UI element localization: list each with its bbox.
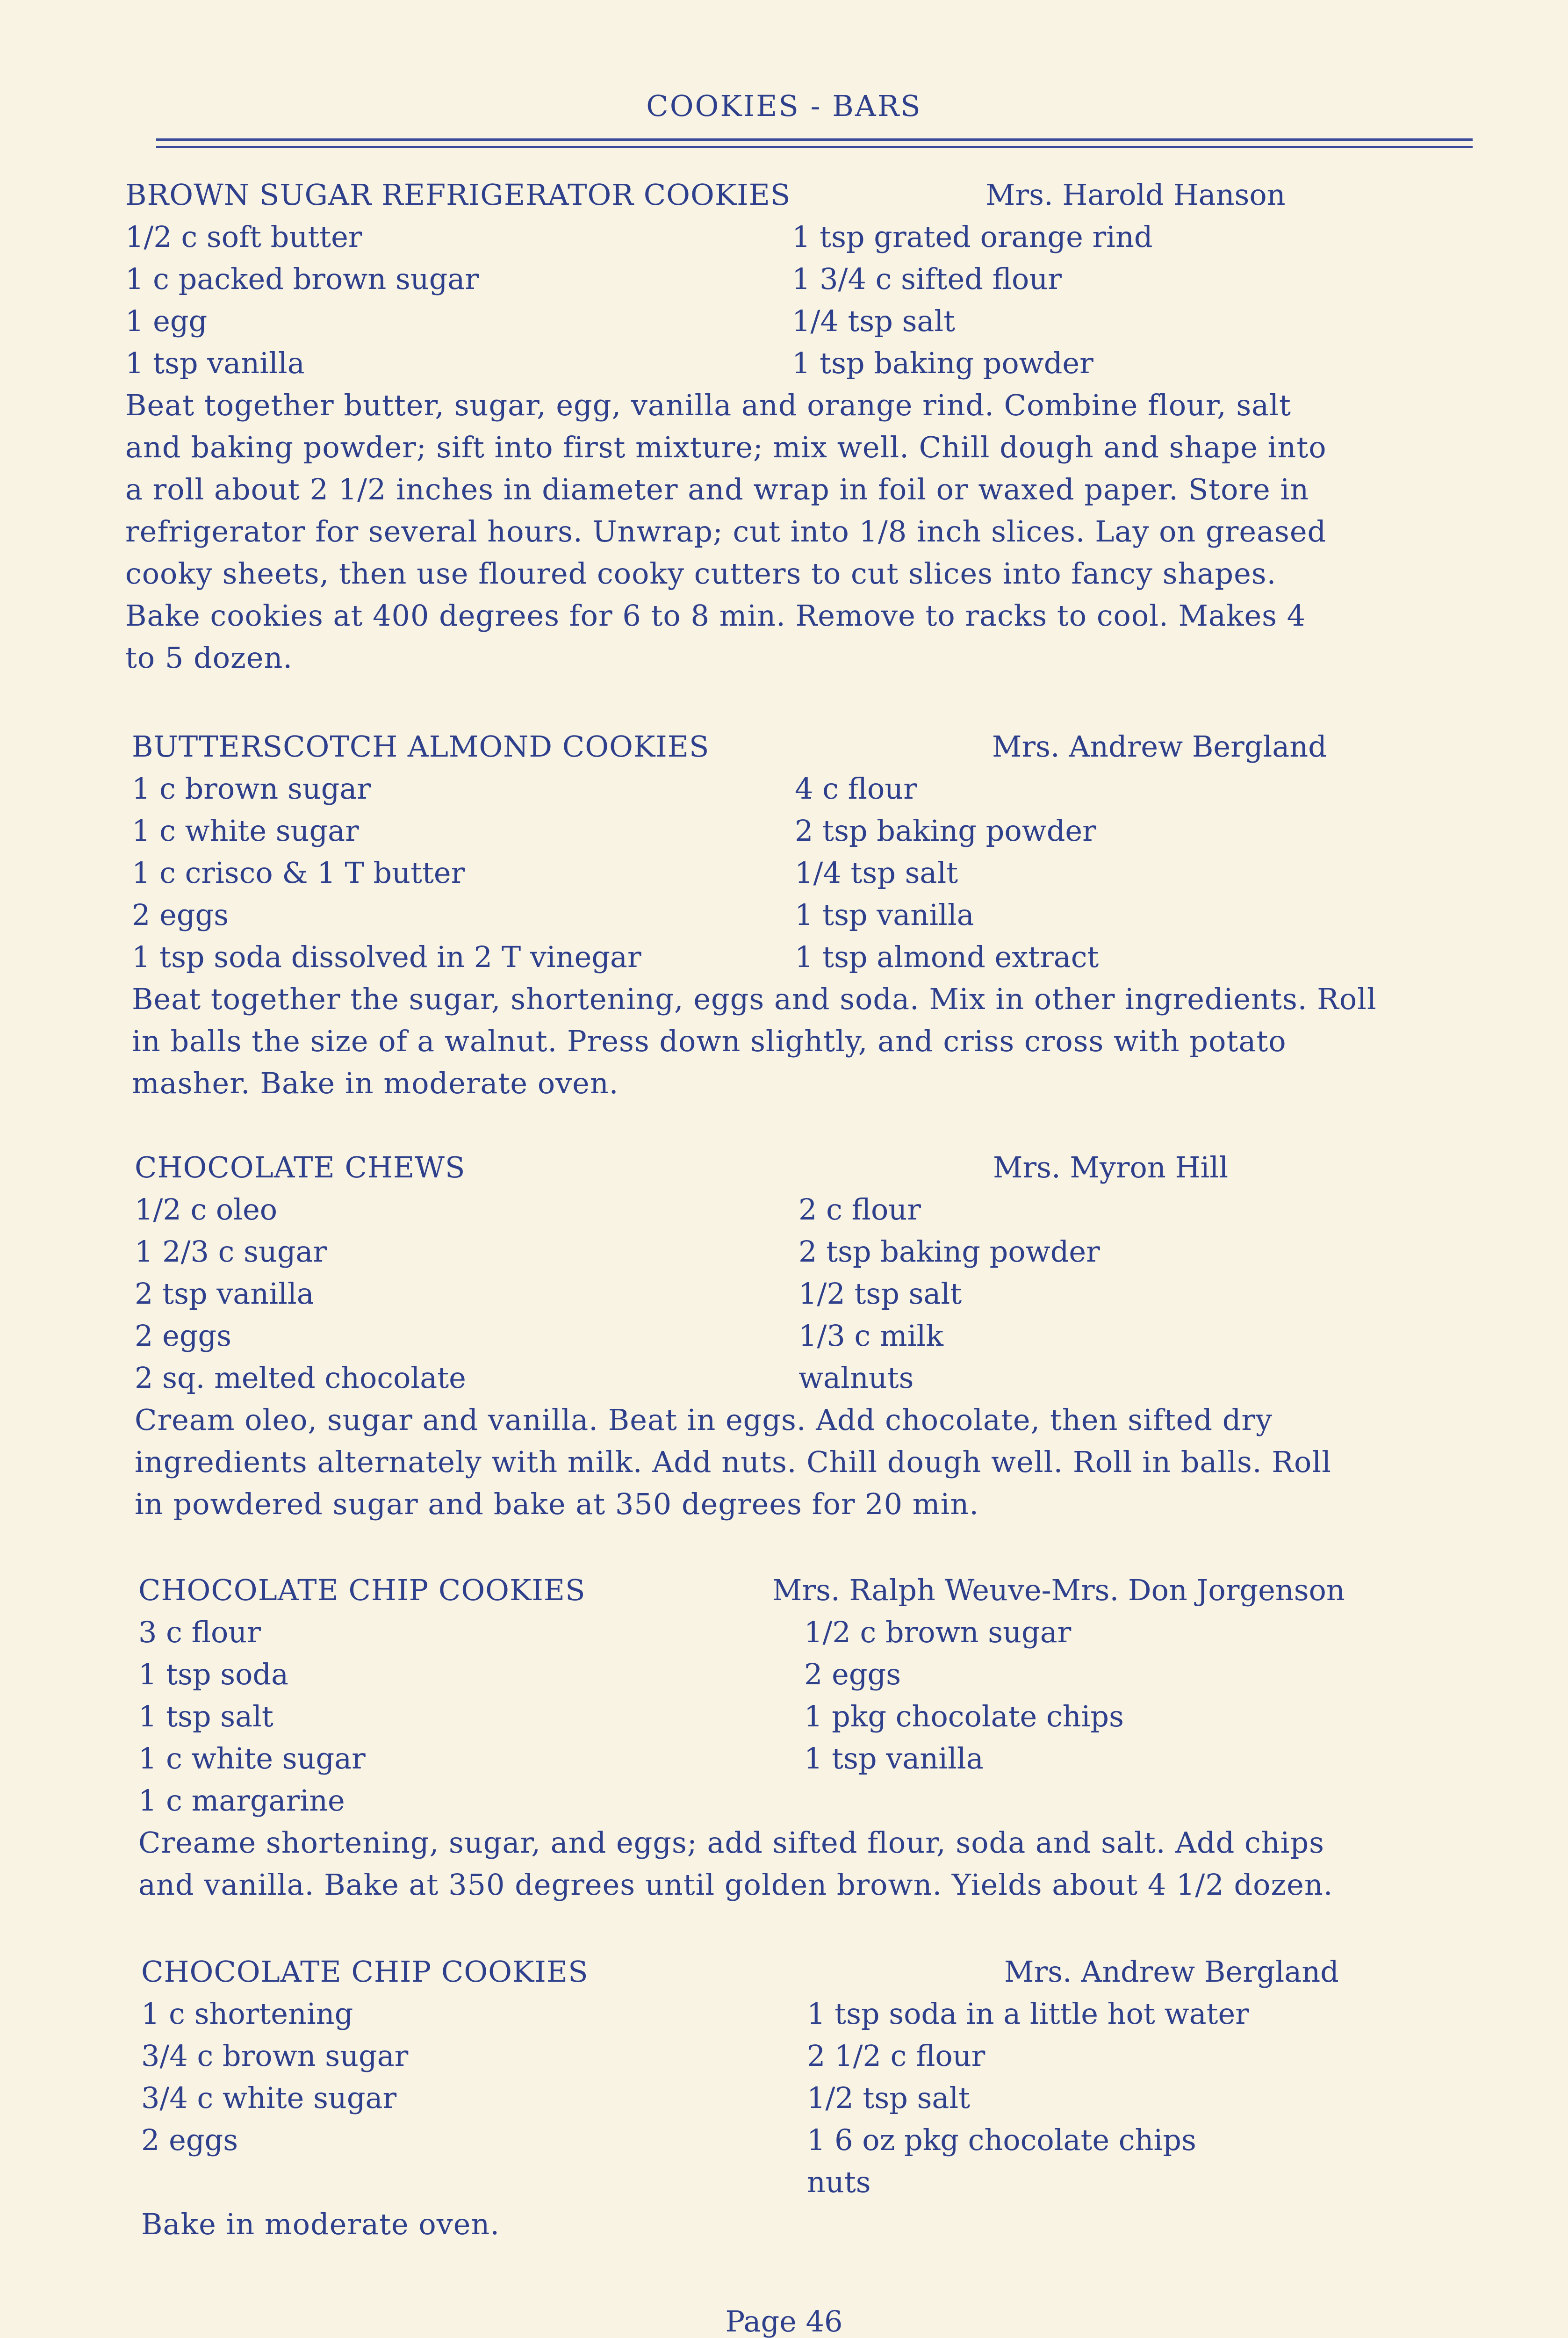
section-header: COOKIES - BARS (646, 89, 922, 123)
header-rule-top (156, 138, 1473, 141)
ingredient: 3/4 c brown sugar (141, 2039, 409, 2073)
recipe-author: Mrs. Harold Hanson (985, 178, 1286, 212)
ingredient: 2 sq. melted chocolate (135, 1361, 466, 1395)
ingredient: 1/2 tsp salt (798, 1277, 962, 1311)
page-number: Page 46 (725, 2304, 843, 2338)
ingredient: 2 eggs (804, 1657, 901, 1691)
ingredient: 1 c margarine (138, 1783, 345, 1818)
ingredient: 1 pkg chocolate chips (804, 1699, 1124, 1733)
ingredient: 3 c flour (138, 1615, 261, 1649)
recipe-instructions (132, 978, 1377, 1104)
instruction-line: Beat together butter, sugar, egg, vanilla and orange rind. Combine flour, salt (125, 388, 1291, 422)
ingredient: 3/4 c white sugar (141, 2081, 397, 2115)
ingredient: 2 1/2 c flour (807, 2039, 985, 2073)
recipe-title: BUTTERSCOTCH ALMOND COOKIES (132, 729, 710, 764)
recipe-chocolate-chip-cookies-weuve (138, 1569, 1522, 1902)
recipe-title: BROWN SUGAR REFRIGERATOR COOKIES (125, 178, 791, 212)
ingredient: 1/4 tsp salt (795, 856, 958, 890)
ingredient: 2 tsp baking powder (798, 1234, 1100, 1269)
recipe-author: Mrs. Myron Hill (993, 1150, 1229, 1184)
instruction-line: Cream oleo, sugar and vanilla. Beat in eggs. Add chocolate, then sifted dry (135, 1403, 1273, 1437)
ingredient: 1 tsp soda (138, 1657, 289, 1691)
ingredients-left (138, 1611, 366, 1822)
ingredients-right (792, 216, 1153, 384)
ingredient: 1 c shortening (141, 1997, 353, 2031)
ingredients-left (125, 216, 479, 384)
instruction-line: in balls the size of a walnut. Press down slightly, and criss cross with potato (132, 1024, 1287, 1058)
instruction-line: to 5 dozen. (125, 641, 293, 675)
ingredient: 1 tsp almond extract (795, 940, 1099, 974)
instruction-line: masher. Bake in moderate oven. (132, 1066, 619, 1100)
recipe-author: Mrs. Andrew Bergland (992, 729, 1327, 764)
ingredient: 1 3/4 c sifted flour (792, 262, 1062, 296)
ingredients-left (135, 1189, 466, 1399)
ingredient: 1/2 c brown sugar (804, 1615, 1072, 1649)
ingredient: 1/2 c soft butter (125, 220, 362, 254)
recipe-instructions (125, 384, 1327, 679)
ingredient: 1 tsp vanilla (804, 1741, 984, 1775)
ingredient: 1 c white sugar (132, 814, 359, 848)
instruction-line: in powdered sugar and bake at 350 degrees for 20 min. (135, 1487, 979, 1521)
ingredient: 2 tsp baking powder (795, 814, 1096, 848)
ingredient: 2 tsp vanilla (135, 1277, 314, 1311)
instruction-line: Bake cookies at 400 degrees for 6 to 8 min. Remove to racks to cool. Makes 4 (125, 599, 1306, 633)
ingredient: 1 egg (125, 304, 208, 338)
recipe-title: CHOCOLATE CHIP COOKIES (141, 1955, 589, 1989)
ingredient: 1 2/3 c sugar (135, 1234, 327, 1269)
instruction-line: Beat together the sugar, shortening, eggs and soda. Mix in other ingredients. Roll (132, 982, 1377, 1016)
ingredients-right (795, 768, 1099, 978)
recipe-title: CHOCOLATE CHEWS (135, 1150, 466, 1184)
ingredient: 1 c packed brown sugar (125, 262, 479, 296)
recipe-chocolate-chip-cookies-bergland (141, 1951, 1525, 2241)
ingredient: 4 c flour (795, 772, 917, 806)
recipe-chocolate-chews (135, 1147, 1518, 1521)
ingredient: 1 tsp baking powder (792, 346, 1093, 380)
header-rule-bottom (156, 146, 1473, 148)
ingredients-right (798, 1189, 1100, 1399)
recipe-author: Mrs. Ralph Weuve-Mrs. Don Jorgenson (772, 1573, 1345, 1607)
ingredient: 1 6 oz pkg chocolate chips (807, 2123, 1196, 2157)
ingredient: 1/3 c milk (798, 1319, 943, 1353)
recipe-instructions (138, 1822, 1333, 1906)
ingredient: 1/2 c oleo (135, 1192, 278, 1227)
recipe-author: Mrs. Andrew Bergland (1004, 1955, 1339, 1989)
ingredient: 1 c brown sugar (132, 772, 371, 806)
ingredient: 2 eggs (135, 1319, 232, 1353)
instruction-line: cooky sheets, then use floured cooky cutters to cut slices into fancy shapes. (125, 556, 1277, 591)
ingredient: 1 c white sugar (138, 1741, 366, 1775)
recipe-title: CHOCOLATE CHIP COOKIES (138, 1573, 586, 1607)
ingredient: 2 eggs (141, 2123, 238, 2157)
ingredient: 1 c crisco & 1 T butter (132, 856, 465, 890)
instruction-line: Creame shortening, sugar, and eggs; add sifted flour, soda and salt. Add chips (138, 1826, 1324, 1860)
ingredient: walnuts (798, 1361, 914, 1395)
ingredients-left (141, 1993, 408, 2161)
ingredient: 2 eggs (132, 898, 229, 932)
ingredient: 1 tsp vanilla (795, 898, 974, 932)
recipe-brown-sugar-refrigerator-cookies (125, 174, 1509, 675)
recipe-instructions (135, 1399, 1331, 1525)
ingredient: 1/2 tsp salt (807, 2081, 971, 2115)
ingredients-right (804, 1611, 1124, 1780)
instruction-line: and baking powder; sift into first mixture; mix well. Chill dough and shape into (125, 430, 1327, 464)
ingredient: 1 tsp salt (138, 1699, 273, 1733)
instruction-line: Bake in moderate oven. (141, 2207, 500, 2241)
instruction-line: and vanilla. Bake at 350 degrees until golden brown. Yields about 4 1/2 dozen. (138, 1868, 1333, 1902)
instruction-line: ingredients alternately with milk. Add nuts. Chill dough well. Roll in balls. Roll (135, 1445, 1331, 1479)
instruction-line: refrigerator for several hours. Unwrap; cut into 1/8 inch slices. Lay on greased (125, 514, 1327, 548)
ingredient: nuts (807, 2165, 871, 2199)
ingredient: 1 tsp vanilla (125, 346, 305, 380)
ingredient: 1 tsp soda dissolved in 2 T vinegar (132, 940, 641, 974)
instruction-line: a roll about 2 1/2 inches in diameter and wrap in foil or waxed paper. Store in (125, 472, 1309, 506)
ingredient: 2 c flour (798, 1192, 921, 1227)
recipe-instructions (141, 2203, 500, 2245)
ingredient: 1 tsp soda in a little hot water (807, 1997, 1249, 2031)
ingredient: 1/4 tsp salt (792, 304, 956, 338)
recipe-butterscotch-almond-cookies (132, 726, 1516, 1100)
ingredients-left (132, 768, 641, 978)
ingredients-right (807, 1993, 1249, 2203)
ingredient: 1 tsp grated orange rind (792, 220, 1153, 254)
